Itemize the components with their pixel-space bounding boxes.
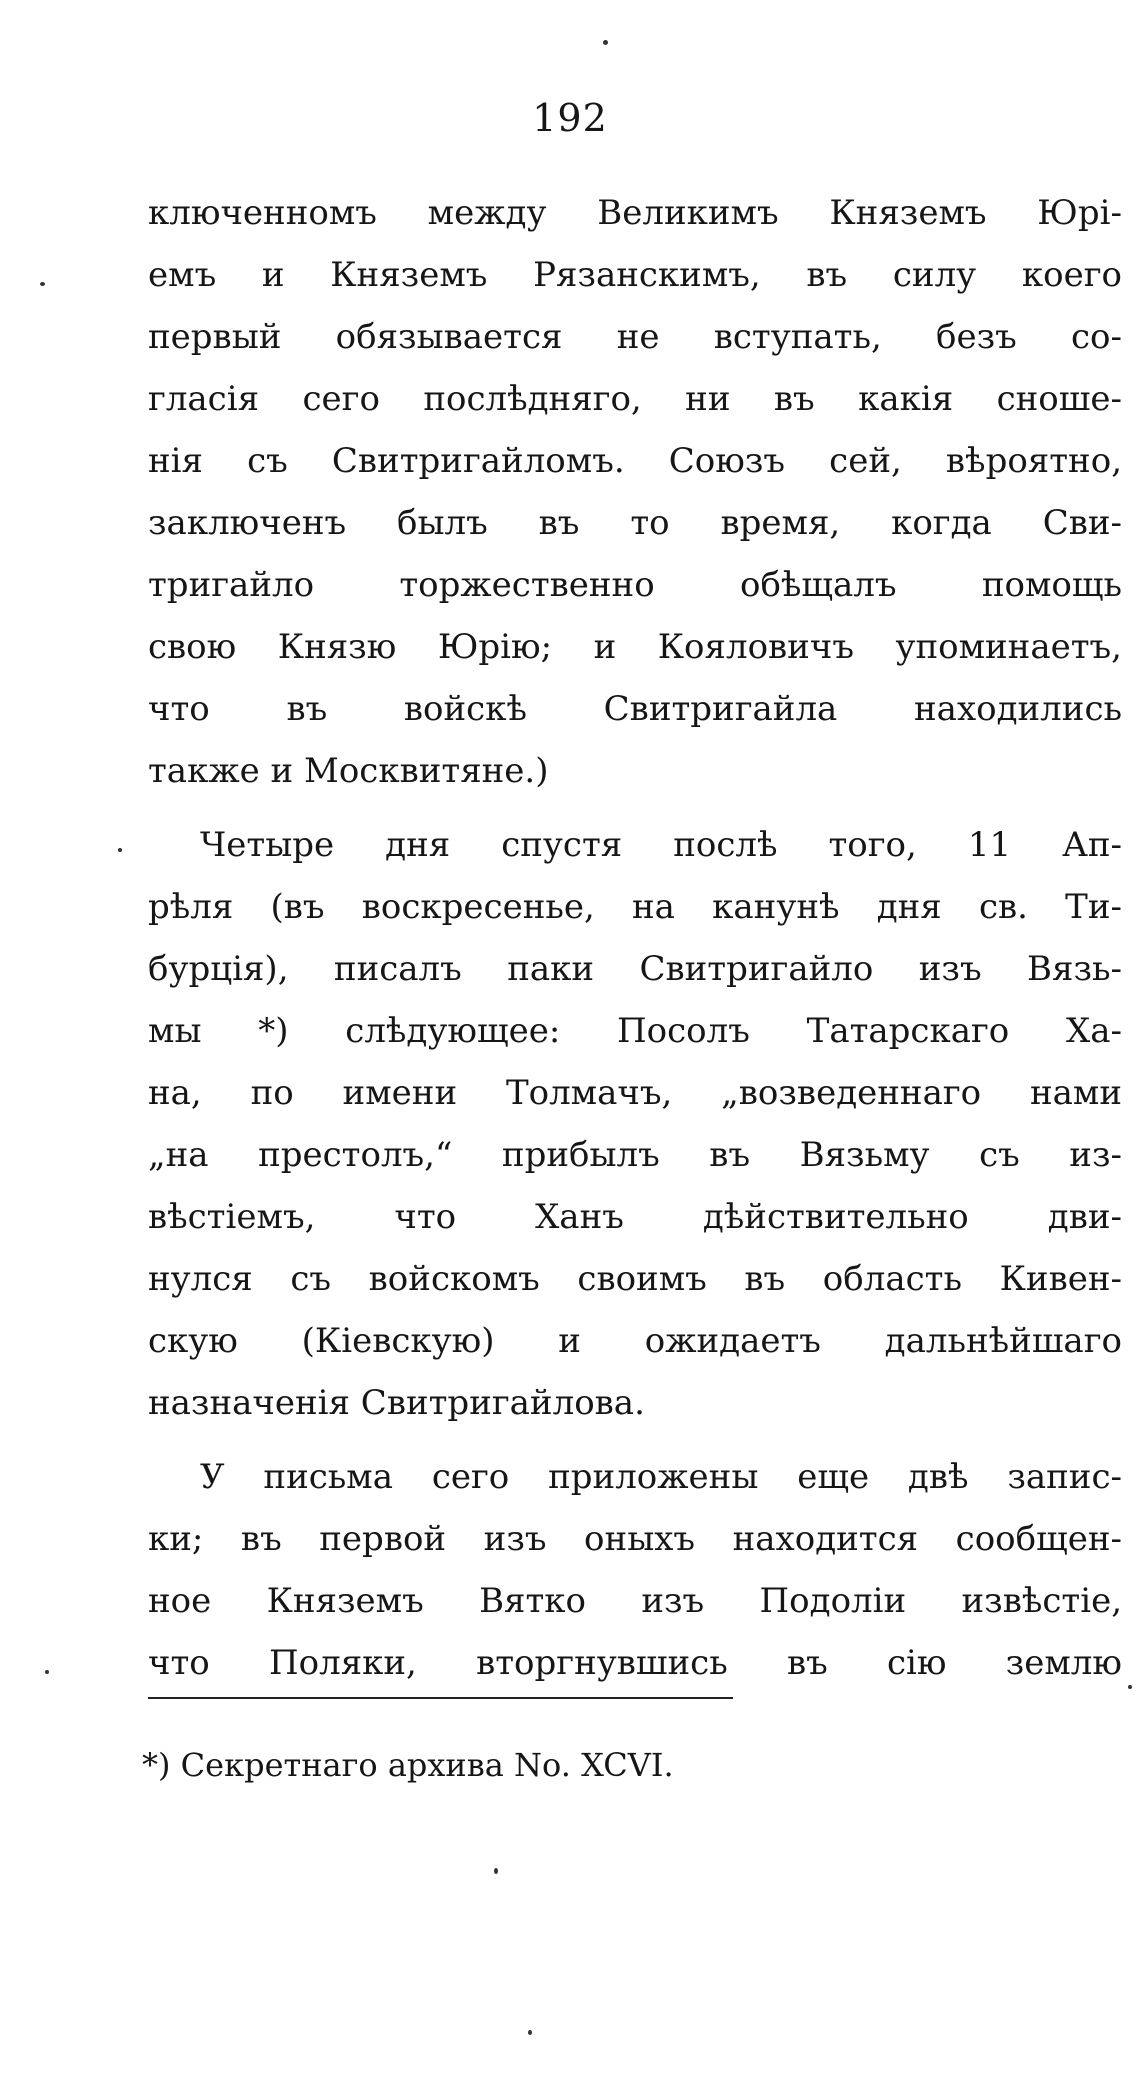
text-line: назначенія Свитригайлова. <box>148 1383 645 1423</box>
print-speck <box>118 848 122 852</box>
print-speck <box>603 40 608 45</box>
text-line: „на престолъ,“ прибылъ въ Вязьму съ из- <box>148 1135 1122 1175</box>
paragraph-gap <box>148 802 1122 814</box>
print-speck <box>45 1670 49 1674</box>
text-line: на, по имени Толмачъ, „возведеннаго нами <box>148 1073 1122 1113</box>
text-line: бурція), писалъ паки Свитригайло изъ Вязь- <box>148 949 1122 989</box>
footnote-rule <box>148 1697 733 1699</box>
body-text <box>148 182 1122 1694</box>
paragraph-1 <box>148 182 1122 802</box>
text-line: Четыре дня спустя послѣ того, 11 Ап- <box>200 825 1122 865</box>
text-line: первый обязывается не вступать, безъ со- <box>148 317 1122 357</box>
text-line: заключенъ былъ въ то время, когда Сви- <box>148 503 1122 543</box>
text-line: гласія сего послѣдняго, ни въ какія сноше- <box>148 379 1122 419</box>
print-speck <box>1128 1685 1132 1689</box>
page-number: 192 <box>532 96 608 140</box>
paragraph-gap <box>148 1434 1122 1446</box>
text-line: ключенномъ между Великимъ Княземъ Юрі- <box>148 193 1122 233</box>
text-line: тригайло торжественно обѣщалъ помощь <box>148 565 1122 605</box>
text-line: также и Москвитяне.) <box>148 751 549 791</box>
text-line: емъ и Княземъ Рязанскимъ, въ силу коего <box>148 255 1122 295</box>
print-speck <box>494 1868 498 1874</box>
text-line: нулся съ войскомъ своимъ въ область Кивен- <box>148 1259 1122 1299</box>
footnote: *) Секретнаго архива No. XCVI. <box>142 1746 674 1784</box>
print-speck <box>528 2030 532 2035</box>
text-line: что Поляки, вторгнувшись въ сію землю <box>148 1643 1122 1683</box>
text-line: ки; въ первой изъ оныхъ находится сообщен- <box>148 1519 1122 1559</box>
text-line: что въ войскѣ Свитригайла находились <box>148 689 1122 729</box>
text-line: свою Князю Юрію; и Кояловичъ упоминаетъ, <box>148 627 1122 667</box>
text-line: скую (Кіевскую) и ожидаетъ дальнѣйшаго <box>148 1321 1122 1361</box>
paragraph-2 <box>148 814 1122 1434</box>
text-line: У письма сего приложены еще двѣ запис- <box>200 1457 1122 1497</box>
print-speck <box>40 282 45 286</box>
text-line: рѣля (въ воскресенье, на канунѣ дня св. Ти- <box>148 887 1122 927</box>
text-line: мы *) слѣдующее: Посолъ Татарскаго Ха- <box>148 1011 1122 1051</box>
paragraph-3 <box>148 1446 1122 1694</box>
text-line: вѣстіемъ, что Ханъ дѣйствительно дви- <box>148 1197 1122 1237</box>
text-line: нія съ Свитригайломъ. Союзъ сей, вѣроятно, <box>148 441 1122 481</box>
text-line: ное Княземъ Вятко изъ Подоліи извѣстіе, <box>148 1581 1122 1621</box>
